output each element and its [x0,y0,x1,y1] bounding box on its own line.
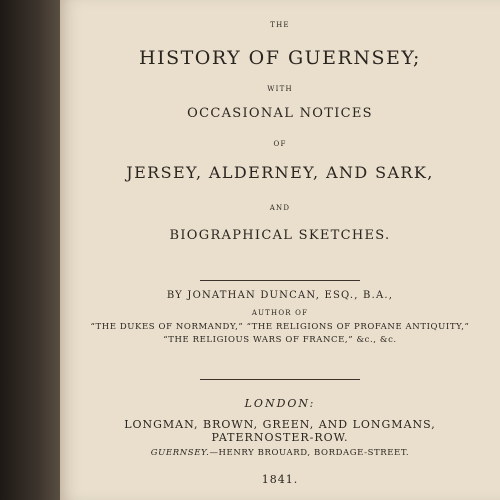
with-label: WITH [267,85,293,93]
author-of-label: AUTHOR OF [251,309,309,317]
of-label: OF [273,140,287,148]
local-imprint [60,448,500,458]
publisher-line: LONGMAN, BROWN, GREEN, AND LONGMANS, [124,418,436,431]
biographical-sketches: BIOGRAPHICAL SKETCHES. [169,228,391,243]
islands-title: JERSEY, ALDERNEY, AND SARK, [126,163,434,182]
upper-rule [200,280,360,281]
title-page [60,0,500,500]
the-label: THE [270,21,290,29]
local-place: GUERNSEY. [150,448,210,458]
book-spine-shadow [0,0,60,500]
other-works-line-1: “THE DUKES OF NORMANDY,” “THE RELIGIONS OF PROFANE ANTIQUITY,” [90,322,470,332]
other-works-line-2: “THE RELIGIOUS WARS OF FRANCE,” &c., &c. [163,335,397,345]
imprint-city: LONDON: [244,397,316,410]
local-printer: —HENRY BROUARD, BORDAGE-STREET. [209,448,410,458]
and-label: AND [269,204,291,212]
imprint-year: 1841. [261,473,299,486]
publisher-address: PATERNOSTER-ROW. [211,431,349,444]
lower-rule [200,379,360,380]
main-title: HISTORY OF GUERNSEY; [139,47,421,69]
occasional-notices: OCCASIONAL NOTICES [187,106,373,121]
author-line: BY JONATHAN DUNCAN, ESQ., B.A., [166,290,394,301]
